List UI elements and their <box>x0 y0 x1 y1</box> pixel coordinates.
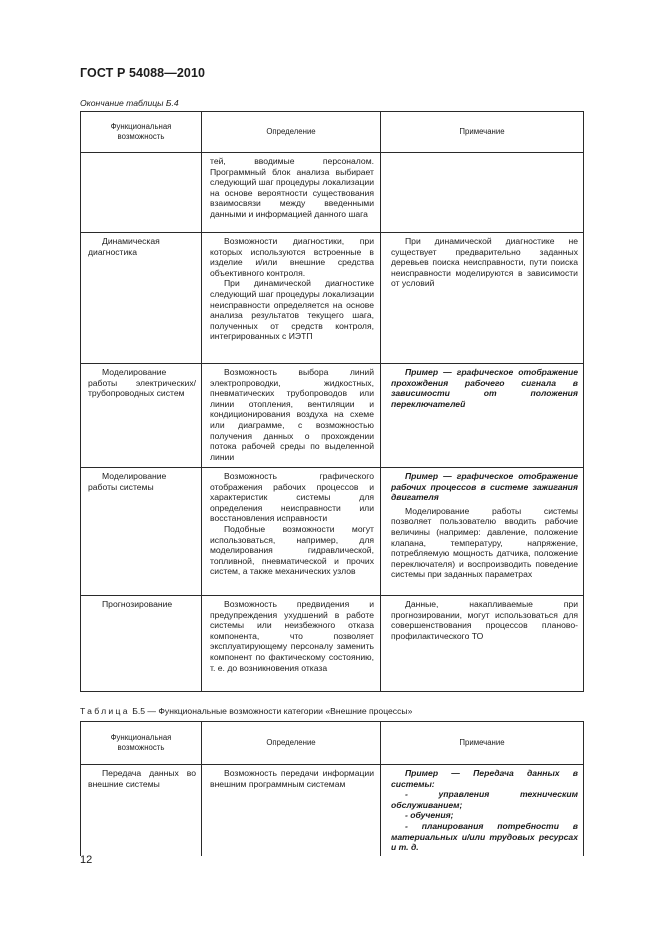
page-number: 12 <box>80 854 93 866</box>
column-header: Примечание <box>381 722 584 765</box>
definition-paragraph: Возможность выбора линий электропроводки, жидкостных, пневматических трубопроводов или линии отопления, вентиляции и кондиционирования воздуха на схеме или диаграмме, с возможностью получения данных о прохождении потока рабочей среды по выделенной линии <box>210 367 374 462</box>
table-b5-caption <box>80 706 412 716</box>
table-row <box>81 233 584 364</box>
note-cell <box>381 364 584 468</box>
definition-paragraph: Возможность передачи информации внешним программным системам <box>210 768 374 789</box>
column-header: Определение <box>202 112 381 153</box>
note-cell <box>381 468 584 596</box>
note-cell <box>381 153 584 233</box>
column-header: Определение <box>202 722 381 765</box>
definition-paragraph: Подобные возможности могут использоваться, например, для моделирования гидравлической, топливной, пневматической и прочих систем, а также механических узлов <box>210 523 374 577</box>
capability-text: Передача данных во внешние системы <box>88 768 196 789</box>
capability-text: Прогнозирование <box>102 599 173 609</box>
table-b5 <box>80 721 584 856</box>
note-cell <box>381 233 584 364</box>
table-header-row <box>81 722 584 765</box>
example-line: - планирования потребности в материальных и/или трудовых ресурсах и т. д. <box>391 820 578 853</box>
definition-paragraph: Возможность графического отображения рабочих процессов и характеристик системы для определения неисправности или восстановления исправности <box>210 471 374 524</box>
table-row <box>81 153 584 233</box>
column-header: Примечание <box>381 112 584 153</box>
definition-cell <box>202 233 381 364</box>
example-line: Пример — Передача данных в системы: <box>391 768 578 789</box>
note-text: При динамической диагностике не существует предварительно заданных деревьев поиска неисправности, пути поиска неисправности моделируются в зависимости от условий <box>391 236 578 289</box>
definition-paragraph: Возможность предвидения и предупреждения ухудшений в работе системы или неизбежного отказа компонента, что позволяет эксплуатирующему персоналу заменить компонент по фактическому состоянию, т. е. до возникновения отказа <box>210 599 374 673</box>
note-cell <box>381 765 584 856</box>
table-header-row <box>81 112 584 153</box>
definition-cell <box>202 765 381 856</box>
capability-text: Динамическая диагностика <box>88 236 160 257</box>
standard-header: ГОСТ Р 54088—2010 <box>80 66 206 80</box>
definition-cell <box>202 596 381 692</box>
note-text: Моделирование работы системы позволяет пользователю вводить рабочие величины (например: давление, положение клапана, температуру, напряжение, потребляемую мощность датчика, положение переключателя) и воспроизводить поведение системы при заданных параметрах <box>391 505 578 580</box>
capability-cell <box>81 233 202 364</box>
table-row <box>81 364 584 468</box>
capability-cell <box>81 364 202 468</box>
column-header: Функциональная возможность <box>81 112 202 153</box>
note-cell <box>381 596 584 692</box>
capability-text: Моделирование работы системы <box>88 471 167 492</box>
definition-paragraph: тей, вводимые персоналом. Программный блок анализа выбирает следующий шаг процедуры локализации на основе вероятности существования взаимосвязи между введенными данными и информацией данного шага <box>210 156 374 219</box>
table-row <box>81 468 584 596</box>
capability-cell <box>81 153 202 233</box>
table-b4 <box>80 111 584 692</box>
definition-cell <box>202 364 381 468</box>
example-text: Пример — графическое отображение рабочих процессов в системе зажигания двигателя <box>391 471 578 503</box>
capability-cell <box>81 765 202 856</box>
capability-text: Моделирование работы электрических/трубопроводных систем <box>88 367 196 399</box>
table-b4-caption: Окончание таблицы Б.4 <box>80 98 179 108</box>
definition-cell <box>202 153 381 233</box>
table-row <box>81 596 584 692</box>
definition-cell <box>202 468 381 596</box>
caption-text: Б.5 — Функциональные возможности категории «Внешние процессы» <box>132 706 413 716</box>
example-text: Пример — графическое отображение прохождения рабочего сигнала в зависимости от положения переключателей <box>391 367 578 409</box>
definition-paragraph: При динамической диагностике следующий шаг процедуры локализации неисправности определяется на основе анализа результатов текущего шага, полученных от средств контроля, интегрированных с ИЭТП <box>210 278 374 342</box>
example-line: - обучения; <box>405 810 454 821</box>
definition-paragraph: Возможности диагностики, при которых используются встроенные в изделие и/или внешние средства объективного контроля. <box>210 236 374 278</box>
table-row <box>81 765 584 856</box>
note-text: Данные, накапливаемые при прогнозировании, могут использоваться для совершенствования процессов планово-профилактического ТО <box>391 599 578 641</box>
capability-cell <box>81 596 202 692</box>
example-line: - управления техническим обслуживанием; <box>391 789 578 810</box>
capability-cell <box>81 468 202 596</box>
caption-prefix: Таблица <box>80 706 130 716</box>
column-header: Функциональная возможность <box>81 722 202 765</box>
